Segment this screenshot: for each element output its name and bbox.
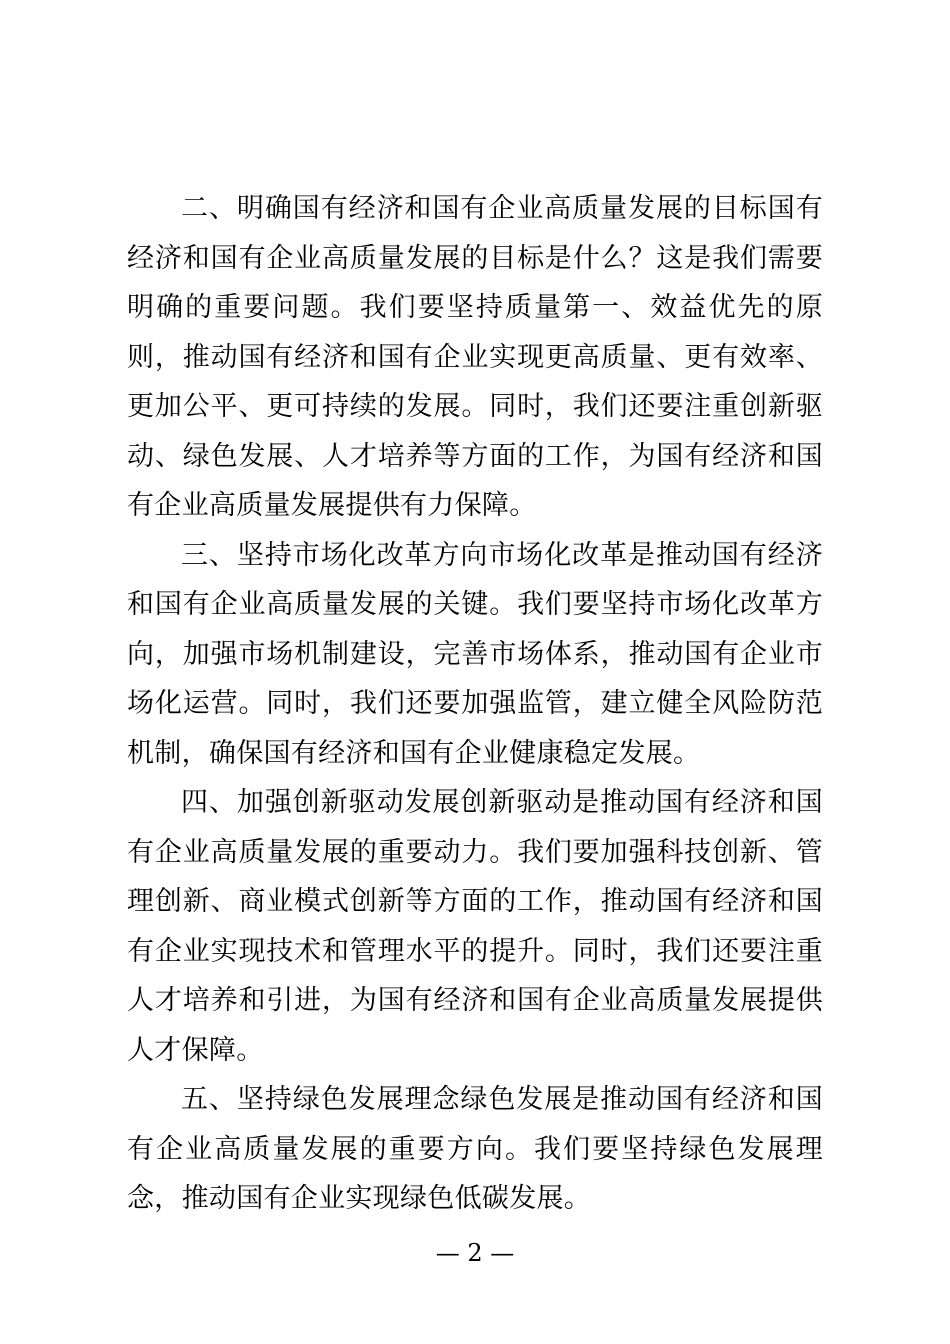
document-body	[127, 184, 823, 1224]
page-number: — 2 —	[435, 1239, 515, 1267]
paragraph-section-4: 四、加强创新驱动发展创新驱动是推动国有经济和国有企业高质量发展的重要动力。我们要加强科技创新、管理创新、商业模式创新等方面的工作，推动国有经济和国有企业实现技术和管理水平的提升。同时，我们还要注重人才培养和引进，为国有经济和国有企业高质量发展提供人才保障。	[127, 787, 823, 1066]
paragraph-section-5: 五、坚持绿色发展理念绿色发展是推动国有经济和国有企业高质量发展的重要方向。我们要坚持绿色发展理念，推动国有企业实现绿色低碳发展。	[127, 1084, 823, 1214]
paragraph-section-2: 二、明确国有经济和国有企业高质量发展的目标国有经济和国有企业高质量发展的目标是什么？这是我们需要明确的重要问题。我们要坚持质量第一、效益优先的原则，推动国有经济和国有企业实现更高质量、更有效率、更加公平、更可持续的发展。同时，我们还要注重创新驱动、绿色发展、人才培养等方面的工作，为国有经济和国有企业高质量发展提供有力保障。	[127, 193, 823, 521]
paragraph-section-3: 三、坚持市场化改革方向市场化改革是推动国有经济和国有企业高质量发展的关键。我们要坚持市场化改革方向，加强市场机制建设，完善市场体系，推动国有企业市场化运营。同时，我们还要加强监管，建立健全风险防范机制，确保国有经济和国有企业健康稳定发展。	[127, 539, 823, 769]
